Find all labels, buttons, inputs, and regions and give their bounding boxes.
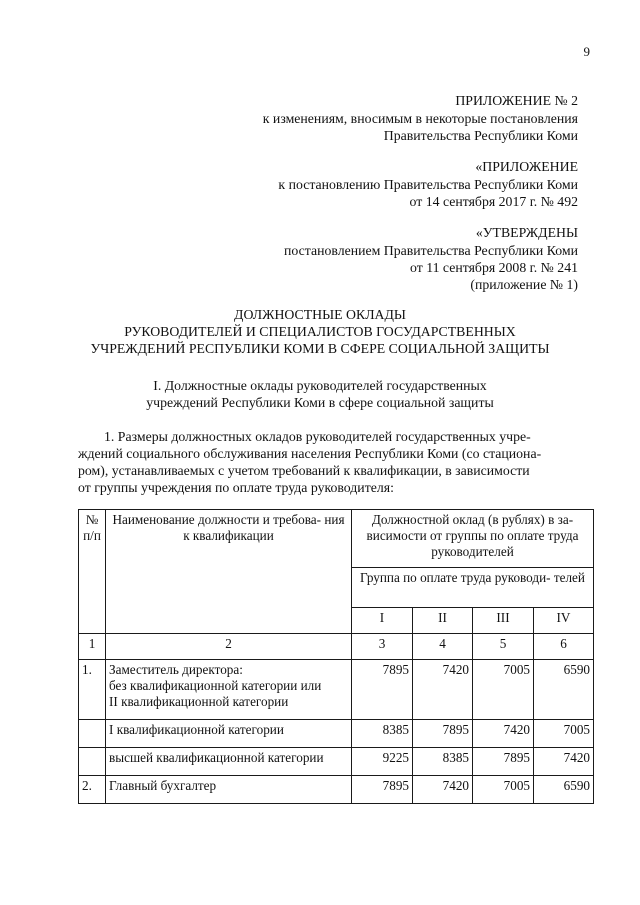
group-2-cell: II bbox=[413, 608, 473, 634]
row-position bbox=[106, 660, 352, 720]
group-1-cell: I bbox=[352, 608, 413, 634]
row-number: 1. bbox=[79, 660, 106, 720]
table-row bbox=[79, 720, 594, 748]
appendix-line2: Правительства Республики Коми bbox=[383, 128, 578, 143]
group-3-cell: III bbox=[473, 608, 534, 634]
salary-value: 7895 bbox=[352, 660, 413, 720]
index-cell: 2 bbox=[106, 634, 352, 660]
salary-value: 7005 bbox=[473, 660, 534, 720]
salary-table bbox=[78, 509, 594, 804]
table-row bbox=[79, 660, 594, 720]
salary-value: 7895 bbox=[413, 720, 473, 748]
appendix-title: ПРИЛОЖЕНИЕ № 2 bbox=[455, 93, 578, 108]
row-position: I квалификационной категории bbox=[106, 720, 352, 748]
row-position-line: II квалификационной категории bbox=[109, 694, 289, 709]
header-group-cell: Группа по оплате труда руководи- телей bbox=[352, 568, 594, 608]
header-salary-cell: Должностной оклад (в рублях) в за- висимости от группы по оплате труда руководителей bbox=[352, 510, 594, 568]
approved-line3: (приложение № 1) bbox=[470, 277, 578, 292]
approved-line1: постановлением Правительства Республики Коми bbox=[284, 243, 578, 258]
salary-value: 8385 bbox=[352, 720, 413, 748]
inner-appendix-title: «ПРИЛОЖЕНИЕ bbox=[475, 159, 578, 174]
salary-value: 9225 bbox=[352, 748, 413, 776]
salary-value: 6590 bbox=[534, 776, 594, 804]
salary-value: 7420 bbox=[413, 660, 473, 720]
paragraph-line2: ждений социального обслуживания населения Республики Коми (со стациона- bbox=[78, 446, 542, 461]
group-4-cell: IV bbox=[534, 608, 594, 634]
salary-value: 7420 bbox=[413, 776, 473, 804]
appendix-line1: к изменениям, вносимым в некоторые постановления bbox=[262, 111, 578, 126]
index-cell: 5 bbox=[473, 634, 534, 660]
row-position-line: без квалификационной категории или bbox=[109, 678, 322, 693]
row-number bbox=[79, 720, 106, 748]
salary-value: 7420 bbox=[534, 748, 594, 776]
salary-value: 7005 bbox=[473, 776, 534, 804]
table-row bbox=[79, 748, 594, 776]
inner-appendix-line2: от 14 сентября 2017 г. № 492 bbox=[409, 194, 578, 209]
index-cell: 6 bbox=[534, 634, 594, 660]
row-number bbox=[79, 748, 106, 776]
salary-value: 6590 bbox=[534, 660, 594, 720]
main-title-line2: РУКОВОДИТЕЛЕЙ И СПЕЦИАЛИСТОВ ГОСУДАРСТВЕННЫХ bbox=[124, 324, 516, 339]
index-cell: 3 bbox=[352, 634, 413, 660]
paragraph-line4: от группы учреждения по оплате труда руководителя: bbox=[78, 480, 394, 495]
row-position-line: Заместитель директора: bbox=[109, 662, 243, 677]
salary-value: 7420 bbox=[473, 720, 534, 748]
index-cell: 1 bbox=[79, 634, 106, 660]
main-title-line1: ДОЛЖНОСТНЫЕ ОКЛАДЫ bbox=[234, 307, 406, 322]
header-position-cell: Наименование должности и требова- ния к квалификации bbox=[106, 510, 352, 634]
paragraph-line1: 1. Размеры должностных окладов руководителей государственных учре- bbox=[104, 429, 531, 444]
section-heading-line1: I. Должностные оклады руководителей государственных bbox=[153, 378, 487, 393]
salary-value: 7895 bbox=[352, 776, 413, 804]
page-number: 9 bbox=[583, 44, 590, 59]
row-position: высшей квалификационной категории bbox=[106, 748, 352, 776]
row-number: 2. bbox=[79, 776, 106, 804]
paragraph-line3: ром), устанавливаемых с учетом требований к квалификации, в зависимости bbox=[78, 463, 530, 478]
approved-title: «УТВЕРЖДЕНЫ bbox=[475, 225, 578, 240]
salary-value: 7895 bbox=[473, 748, 534, 776]
inner-appendix-line1: к постановлению Правительства Республики Коми bbox=[278, 177, 578, 192]
main-title-line3: УЧРЕЖДЕНИЙ РЕСПУБЛИКИ КОМИ В СФЕРЕ СОЦИАЛЬНОЙ ЗАЩИТЫ bbox=[90, 341, 550, 356]
row-position: Главный бухгалтер bbox=[106, 776, 352, 804]
section-heading-line2: учреждений Республики Коми в сфере социальной защиты bbox=[146, 395, 494, 410]
index-row bbox=[79, 634, 594, 660]
header-number-cell: № п/п bbox=[79, 510, 106, 634]
table-row bbox=[79, 776, 594, 804]
salary-value: 8385 bbox=[413, 748, 473, 776]
approved-line2: от 11 сентября 2008 г. № 241 bbox=[410, 260, 578, 275]
salary-value: 7005 bbox=[534, 720, 594, 748]
index-cell: 4 bbox=[413, 634, 473, 660]
